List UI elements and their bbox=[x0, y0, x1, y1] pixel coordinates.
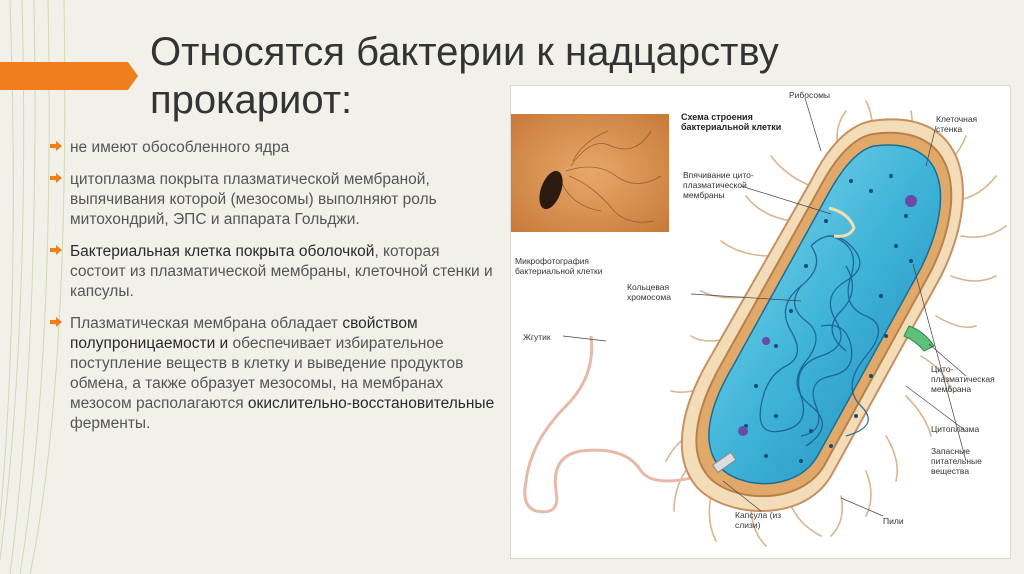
bullet-text: , которая состоит из плазматической мембраны, клеточной стенки и капсулы. bbox=[70, 243, 493, 300]
bullet-item bbox=[48, 242, 498, 302]
bullet-item bbox=[48, 314, 498, 434]
label-micrograph: Микрофотография бактериальной клетки bbox=[515, 256, 603, 276]
title-accent-bar bbox=[0, 62, 128, 90]
bullet-arrow-icon bbox=[50, 141, 62, 151]
label-cytoplasm: Цитоплазма bbox=[931, 424, 980, 434]
label-capsule: Капсула (из слизи) bbox=[735, 510, 782, 530]
label-invagination: Впячивание цито-плазматической мембраны bbox=[683, 170, 754, 200]
label-ribosomes: Рибосомы bbox=[789, 90, 831, 100]
bullet-text: ферменты. bbox=[70, 415, 151, 432]
bullet-item bbox=[48, 138, 498, 158]
figure-heading: Схема строения бактериальной клетки bbox=[681, 112, 782, 132]
slide-title: Относятся бактерии к надцарству прокариот: bbox=[150, 30, 779, 122]
bullet-arrow-icon bbox=[50, 317, 62, 327]
label-reserves: Запасные питательные вещества bbox=[931, 446, 982, 476]
bullet-text: обеспечивает избирательное поступление веществ в клетку и выведение продуктов обмена, а также образует мезосомы, на мембранах мезосом располагаются bbox=[70, 335, 464, 412]
bullet-arrow-icon bbox=[50, 245, 62, 255]
micrograph-photo bbox=[511, 114, 669, 232]
label-pili: Пили bbox=[883, 516, 904, 526]
label-flagellum: Жгутик bbox=[523, 332, 551, 342]
bullet-text-emphasis: Бактериальная клетка покрыта оболочкой bbox=[70, 243, 375, 260]
bacterial-cell-figure bbox=[510, 85, 1011, 559]
label-chromosome: Кольцевая хромосома bbox=[627, 282, 671, 302]
bullet-text: Плазматическая мембрана обладает bbox=[70, 315, 343, 332]
bullet-text: не имеют обособленного ядра bbox=[70, 139, 290, 156]
title-accent-arrow bbox=[128, 62, 138, 90]
bullet-text-emphasis: свойством полупроницаемости и bbox=[70, 315, 418, 352]
bullet-list bbox=[48, 138, 498, 446]
label-cell-wall: Клеточная стенка bbox=[936, 114, 978, 134]
bullet-text: цитоплазма покрыта плазматической мембраной, выпячивания которой (мезосомы) выполняют роль митохондрий, ЭПС и аппарата Гольджи. bbox=[70, 171, 437, 228]
label-cyto-membrane: Цито-плазматическая мембрана bbox=[931, 364, 995, 394]
bullet-arrow-icon bbox=[50, 173, 62, 183]
bullet-text-emphasis: окислительно-восстановительные bbox=[247, 395, 495, 412]
bacterial-cell-diagram bbox=[511, 86, 1010, 558]
bullet-item bbox=[48, 170, 498, 230]
